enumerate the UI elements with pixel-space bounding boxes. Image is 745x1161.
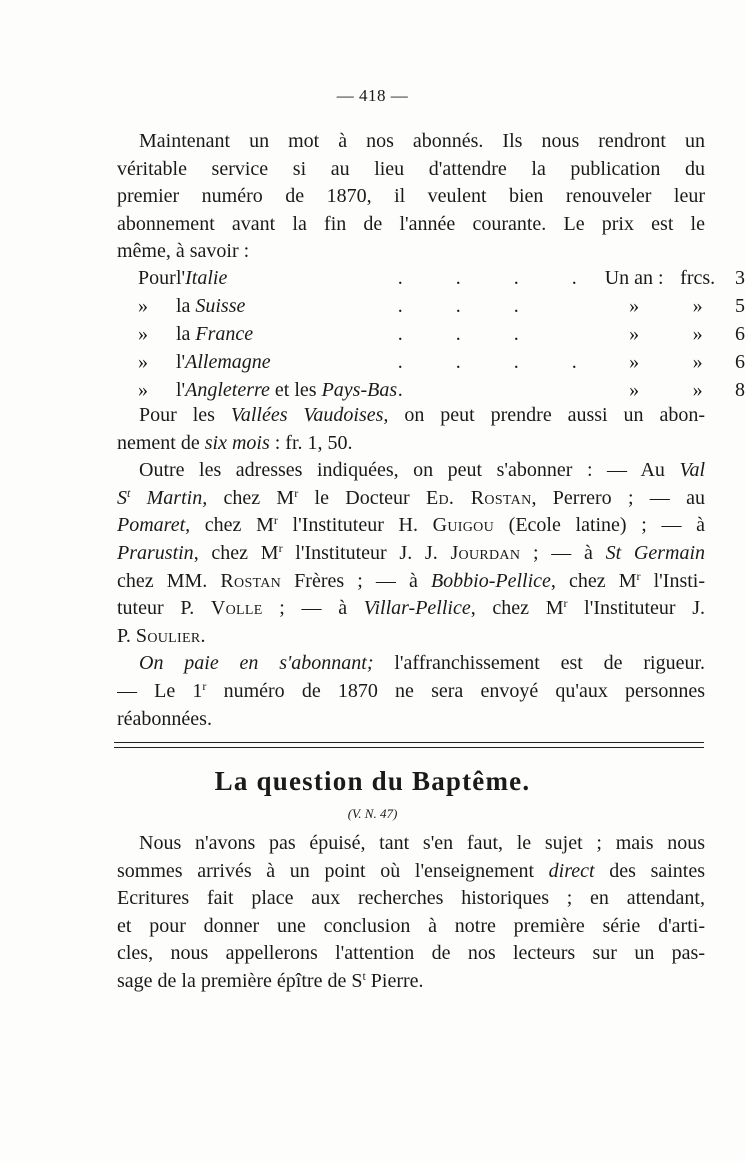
section-divider <box>114 742 704 743</box>
price-cell: 6 <box>735 350 745 373</box>
currency-cell: » <box>692 294 703 317</box>
article-body <box>117 830 705 996</box>
article-line: cles, nous appellerons l'attention de nos lecteurs sur un pas- <box>117 942 705 965</box>
country-article: la <box>175 294 196 317</box>
country-name: Angleterre <box>185 378 270 401</box>
price-cell: 8 <box>735 378 745 401</box>
address-line: Prarustin, chez $M^r$ l'Instituteur J. J. Jourdan ; — à St Germain <box>117 540 705 564</box>
row-lead: » <box>138 378 148 401</box>
intro-paragraph <box>117 128 705 266</box>
vallees-line: Pour les Vallées Vaudoises, on peut prendre aussi un abon- <box>139 404 705 426</box>
subscription-price-table <box>138 264 745 404</box>
article-line: Ecritures fait place aux recherches historiques ; en attendant, <box>117 887 705 910</box>
currency-cell: » <box>692 378 703 401</box>
leader-dots: . . . . <box>397 266 601 289</box>
payment-line: On paie en s'abonnant; l'affranchissement est de rigueur. <box>139 652 705 675</box>
row-lead: Pour <box>138 266 176 289</box>
country-name: Italie <box>185 266 228 289</box>
period-cell: Un an : <box>604 266 664 289</box>
payment-line: — Le 1$^r$ numéro de 1870 ne sera envoyé qu'aux personnes <box>117 678 705 702</box>
price-cell: 6 <box>735 322 745 345</box>
period-cell: » <box>629 294 640 317</box>
leader-dots: . . . <box>397 322 543 345</box>
row-lead: » <box>138 350 148 373</box>
section-divider <box>114 747 704 748</box>
country-article: l' <box>175 350 186 373</box>
article-reference: (V. N. 47) <box>347 806 398 821</box>
country-cell <box>176 376 398 404</box>
address-line: P. Soulier. <box>117 624 206 647</box>
price-row <box>138 348 745 376</box>
intro-line: abonnement avant la fin de l'année courante. Le prix est le <box>117 212 705 235</box>
period-cell: » <box>629 350 640 373</box>
leader-dots: . . . <box>397 294 543 317</box>
vallees-line: nement de six mois : fr. 1, 50. <box>117 431 353 454</box>
period-cell: » <box>629 378 640 401</box>
intro-line: Maintenant un mot à nos abonnés. Ils nous rendront un <box>139 130 705 152</box>
currency-cell: frcs. <box>680 266 716 289</box>
subscription-details <box>117 402 705 733</box>
article-heading: La question du Baptême. <box>214 766 531 796</box>
address-line: Pomaret, chez $M^r$ l'Instituteur H. Guigou (Ecole latine) ; — à <box>117 513 705 537</box>
country-cell <box>176 292 398 320</box>
currency-cell: » <box>692 350 703 373</box>
country-article: la <box>175 322 196 345</box>
page-number: — 418 — <box>336 86 409 105</box>
address-line: Outre les adresses indiquées, on peut s'abonner : — Au Val <box>139 459 705 482</box>
country-cell <box>176 348 398 376</box>
leader-dots: . <box>397 378 427 401</box>
address-line: $S^t$ Martin, chez $M^r$ le Docteur Ed. Rostan, Perrero ; — au <box>117 485 705 509</box>
country-name: Suisse <box>195 294 246 317</box>
price-row <box>138 320 745 348</box>
intro-line: premier numéro de 1870, il veulent bien renouveler leur <box>117 185 705 208</box>
leader-dots: . . . . <box>397 350 601 373</box>
article-line: sommes arrivés à un point où l'enseignement direct des saintes <box>117 859 705 882</box>
intro-line: même, à savoir : <box>117 240 250 263</box>
country-name: Allemagne <box>185 350 271 373</box>
period-cell: » <box>629 322 640 345</box>
country-article: l' <box>175 378 186 401</box>
row-lead: » <box>138 294 148 317</box>
country-cell <box>176 320 398 348</box>
address-line: tuteur P. Volle ; — à Villar-Pellice, chez $M^r$ l'Instituteur J. <box>117 596 705 620</box>
article-line: Nous n'avons pas épuisé, tant s'en faut, le sujet ; mais nous <box>139 832 705 854</box>
country-cell <box>176 264 398 292</box>
row-lead: » <box>138 322 148 345</box>
price-cell: 3 <box>735 266 745 289</box>
currency-cell: » <box>692 322 703 345</box>
country-extra: et les Pays-Bas <box>269 378 398 401</box>
price-cell: 5 <box>735 294 745 317</box>
article-line: et pour donner une conclusion à notre première série d'arti- <box>117 914 705 937</box>
country-name: France <box>195 322 254 345</box>
address-line: chez MM. Rostan Frères ; — à Bobbio-Pellice, chez $M^r$ l'Insti- <box>117 568 705 592</box>
price-row <box>138 376 745 404</box>
article-line: sage de la première épître de $S^t$ Pierre. <box>117 968 424 992</box>
intro-line: véritable service si au lieu d'attendre la publication du <box>117 157 705 180</box>
price-row <box>138 264 745 292</box>
price-row <box>138 292 745 320</box>
payment-line: réabonnées. <box>117 707 212 730</box>
country-article: l' <box>175 266 186 289</box>
